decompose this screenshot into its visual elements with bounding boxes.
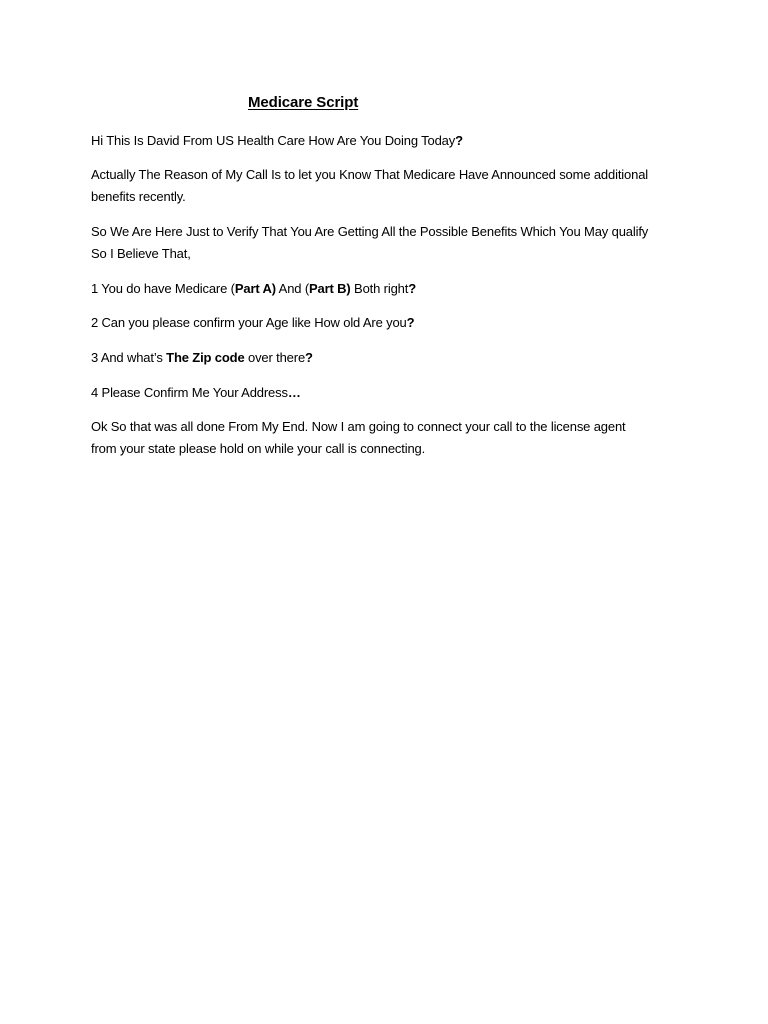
q3-zip-code: The Zip code <box>166 350 245 365</box>
q4-ellipsis: … <box>287 385 301 400</box>
q1-suffix: Both right <box>350 281 409 296</box>
q2-text: 2 Can you please confirm your Age like How old Are you <box>91 315 407 330</box>
question-1 <box>91 278 651 300</box>
q4-text: 4 Please Confirm Me Your Address <box>91 385 288 400</box>
closing-paragraph: Ok So that was all done From My End. Now I am going to connect your call to the license agent from your state please hold on while your call is connecting. <box>91 419 626 456</box>
q1-part-a: Part A) <box>234 281 276 296</box>
q1-middle: And ( <box>275 281 310 296</box>
q1-question-mark: ? <box>408 281 416 296</box>
q3-prefix: 3 And what’s <box>91 350 167 365</box>
q1-prefix: 1 You do have Medicare ( <box>91 281 235 296</box>
q2-question-mark: ? <box>406 315 415 330</box>
greeting-question-mark: ? <box>455 133 463 148</box>
page-title: Medicare Script <box>248 94 359 111</box>
question-3 <box>91 347 651 369</box>
q3-question-mark: ? <box>305 350 313 365</box>
greeting-text: Hi This Is David From US Health Care How Are You Doing Today <box>91 133 456 148</box>
question-4 <box>91 382 651 404</box>
greeting-line <box>91 130 651 152</box>
question-2 <box>91 312 651 334</box>
q1-part-b: Part B) <box>309 281 351 296</box>
q3-suffix: over there <box>244 350 306 365</box>
reason-paragraph: Actually The Reason of My Call Is to let you Know That Medicare Have Announced some additional benefits recently. <box>91 167 649 204</box>
verify-paragraph: So We Are Here Just to Verify That You Are Getting All the Possible Benefits Which You May qualify So I Believe That, <box>91 224 649 261</box>
